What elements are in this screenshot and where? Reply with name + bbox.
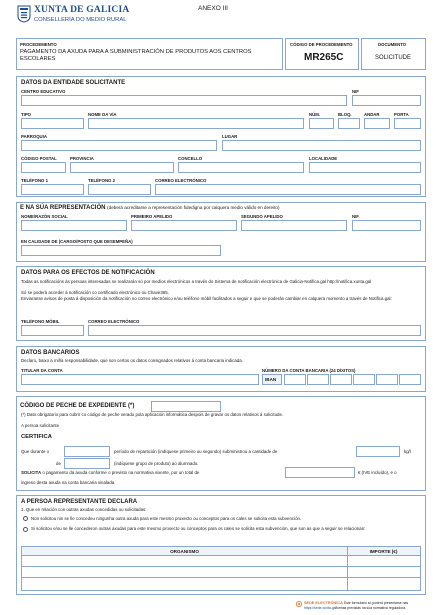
currency-text: € (IVE incluído), e o: [358, 470, 397, 475]
notification-section-title: DATOS PARA OS EFECTOS DE NOTIFICACIÓN: [21, 270, 155, 276]
applicant-email-label: CORREO ELECTRÓNICO: [155, 178, 207, 183]
bank-account-label: NÚMERO DA CONTA BANCARIA (24 DÍXITOS): [262, 368, 356, 373]
procedure-code-value: MR265C: [304, 52, 344, 63]
applicant-nif-field[interactable]: [352, 95, 421, 106]
localidade-field[interactable]: [309, 162, 421, 173]
porta-field[interactable]: [394, 118, 421, 129]
procedure-cell: [16, 38, 283, 70]
solicita-line: [21, 470, 199, 476]
rep-surname1-field[interactable]: [131, 220, 237, 231]
aids-table: [21, 546, 421, 591]
bank-declaration: Declaro, baixo a miña responsabilidade, que son certos os datos consignados relativos á conta bancaria indicada.: [21, 358, 243, 363]
rep-name-label: NOME/RAZÓN SOCIAL: [21, 214, 68, 219]
procedure-code-label: CÓDIGO DE PROCEDEMENTO: [290, 42, 353, 47]
concello-field[interactable]: [178, 162, 304, 173]
rep-nif-field[interactable]: [352, 220, 421, 231]
lugar-label: LUGAR: [222, 134, 238, 139]
notif-mobile-label: TELÉFONO MÓBIL: [21, 319, 60, 324]
document-cell: [361, 38, 426, 70]
iban-block-6[interactable]: [399, 374, 421, 385]
cp-field[interactable]: [21, 162, 66, 173]
period-text: período de repartición (indíquese primeiro ou segundo) subministrou a cantidade de: [114, 449, 278, 454]
parroquia-field[interactable]: [21, 140, 217, 151]
option-requested-text: Si solicitou e/ou se lle concederon outras axudas para este mesmo proxecto ou conceptos para os cales se solicita esta subvención, que son as que a seguir se relacionan:: [31, 526, 366, 531]
rep-name-field[interactable]: [21, 220, 127, 231]
notification-line2: Só se poderá acceder á notificación co certificado electrónico ou Chave365.: [21, 290, 169, 295]
rep-nif-label: NIF: [352, 214, 359, 219]
rep-capacity-label: EN CALIDADE DE (CARGO/POSTO QUE DESEMPEÑA): [21, 239, 133, 244]
andar-label: ANDAR: [364, 112, 380, 117]
via-label: NOME DA VÍA: [88, 112, 117, 117]
org-name: XUNTA DE GALICIA: [34, 5, 130, 15]
procedure-title: PAGAMENTO DA AXUDA PARA A SUBMINISTRACIÓN DE PRODUTOS AOS CENTROS ESCOLARES: [20, 49, 252, 62]
annex-label: ANEXO III: [198, 5, 228, 12]
period-field[interactable]: [64, 446, 110, 457]
iban-block-4[interactable]: [353, 374, 375, 385]
declaration-section-title: A PERSOA REPRESENTANTE DECLARA: [21, 499, 138, 505]
num-field[interactable]: [309, 118, 334, 129]
de-label: de: [56, 461, 61, 466]
deposit-text: ingreso desta axuda na conta bancaria sinalada.: [21, 480, 116, 485]
andar-field[interactable]: [364, 118, 390, 129]
representation-title: [20, 205, 280, 211]
tipo-label: TIPO: [21, 112, 32, 117]
option-not-requested-radio[interactable]: [23, 516, 28, 521]
product-group-field[interactable]: [64, 458, 110, 469]
procedure-code-cell: [285, 38, 359, 70]
tel1-field[interactable]: [21, 184, 84, 195]
sede-logo-icon: [296, 601, 302, 607]
provincia-field[interactable]: [70, 162, 174, 173]
bank-holder-label: TITULAR DA CONTA: [21, 368, 63, 373]
option-not-requested-text: Non solicitou nin se lle concedeu ningunha outra axuda para este mesmo proxecto ou conceptos para os cales se solicita esta subvención.: [31, 516, 302, 521]
bloq-field[interactable]: [338, 118, 360, 129]
col-importe-header: IMPORTE (€): [369, 549, 398, 554]
notif-email-label: CORREO ELECTRÓNICO: [88, 319, 140, 324]
department-name: CONSELLERÍA DO MEDIO RURAL: [34, 17, 127, 23]
expedient-title: CÓDIGO DE PECHE DE EXPEDIENTE (*): [20, 403, 135, 409]
table-row[interactable]: [22, 578, 420, 590]
document-label: DOCUMENTO: [378, 42, 407, 47]
applicant-section-title: DATOS DA ENTIDADE SOLICITANTE: [21, 80, 126, 86]
procedure-label: PROCEDEMENTO: [20, 42, 57, 47]
applicant-nif-label: NIF: [352, 89, 359, 94]
expedient-note: (*) Dato obrigatorio para cubrir co código de peche xerado pola aplicación informática despois de gravar os datos relativos á solicitude.: [21, 412, 284, 417]
applicant-email-field[interactable]: [155, 184, 421, 195]
requester-label: A persoa solicitante: [21, 423, 60, 428]
iban-label: IBAN: [265, 377, 277, 382]
table-row[interactable]: [22, 567, 420, 578]
centro-field[interactable]: [21, 95, 347, 106]
cp-label: CÓDIGO POSTAL: [21, 156, 57, 161]
representation-title-note: (deberá acreditarse a representación fidedigna por calquera medio válido en dereito): [107, 205, 280, 210]
expedient-section: [16, 396, 426, 491]
tel1-label: TELÉFONO 1: [21, 178, 48, 183]
xunta-logo: [17, 5, 31, 23]
rep-surname2-label: SEGUNDO APELIDO: [241, 214, 283, 219]
footer-text1: Este formulario só poderá presentarse nas: [344, 601, 409, 605]
table-row[interactable]: [22, 556, 420, 567]
rep-surname2-field[interactable]: [241, 220, 347, 231]
tel2-field[interactable]: [88, 184, 151, 195]
footer-url[interactable]: https://sede.xunta.gal: [304, 606, 337, 610]
footer: [296, 600, 436, 614]
total-amount-field[interactable]: [285, 467, 355, 478]
iban-block-3[interactable]: [330, 374, 352, 385]
unit-label: kg/l: [404, 449, 411, 454]
parroquia-label: PARROQUIA: [21, 134, 47, 139]
option-requested-radio[interactable]: [23, 527, 28, 532]
aids-table-header: [22, 547, 420, 556]
iban-block-5[interactable]: [376, 374, 398, 385]
representation-title-main: E NA SÚA REPRESENTACIÓN: [20, 205, 106, 211]
xunta-shield-icon: [17, 5, 31, 23]
notif-email-field[interactable]: [88, 325, 421, 336]
tipo-field[interactable]: [21, 118, 84, 129]
localidade-label: LOCALIDADE: [309, 156, 338, 161]
expedient-code-field[interactable]: [151, 401, 221, 412]
bank-section: [16, 346, 426, 392]
notification-line3: Enviaranse avisos de posta á disposición da notificación no correo electrónico e/ou teléfono móbil facilitados a seguir e que se poderán cambiar en calquera momento a través de Notifica.gal:: [21, 296, 392, 301]
declaration-q1: 1. Que en relación con outras axudas concedidas ou solicitadas:: [21, 507, 147, 512]
certifica-label: CERTIFICA: [21, 434, 52, 440]
porta-label: PORTA: [394, 112, 409, 117]
notification-line1: Todas as notificacións ás persoas interesadas se realizarán só por medios electrónicos a través do Sistema de notificación electrónica de Galicia-Notifica.gal http://notifica.xunta.gal: [21, 279, 372, 284]
solicita-bold: SOLICITA: [21, 470, 42, 475]
bank-section-title: DATOS BANCARIOS: [21, 350, 80, 356]
via-field[interactable]: [88, 118, 304, 129]
iban-block-1[interactable]: [284, 374, 306, 385]
provincia-label: PROVINCIA: [70, 156, 94, 161]
rep-surname1-label: PRIMEIRO APELIDO: [131, 214, 173, 219]
col-organismo-header: ORGANISMO: [170, 549, 199, 554]
footer-brand: SEDE ELECTRÓNICA: [304, 601, 343, 605]
iban-block-2[interactable]: [307, 374, 329, 385]
rep-capacity-field[interactable]: [21, 245, 221, 256]
lugar-field[interactable]: [222, 140, 421, 151]
bank-holder-field[interactable]: [21, 374, 259, 385]
solicita-text: o pagamento da axuda conforme o previsto na normativa vixente, por un total de: [42, 470, 200, 475]
tel2-label: TELÉFONO 2: [88, 178, 115, 183]
document-value: SOLICITUDE: [375, 55, 412, 61]
num-label: NÚM.: [309, 112, 320, 117]
centro-label: CENTRO EDUCATIVO: [21, 89, 66, 94]
iban-label-cell: [262, 374, 282, 385]
footer-text2: formas previstas na súa normativa reguladora.: [336, 606, 406, 610]
product-text: (indíquese grupo de produto) ao alumnado.: [114, 461, 199, 466]
notif-mobile-field[interactable]: [21, 325, 84, 336]
concello-label: CONCELLO: [178, 156, 203, 161]
bloq-label: BLOQ.: [338, 112, 352, 117]
during-label: Que durante o: [21, 449, 50, 454]
quantity-field[interactable]: [356, 446, 400, 457]
